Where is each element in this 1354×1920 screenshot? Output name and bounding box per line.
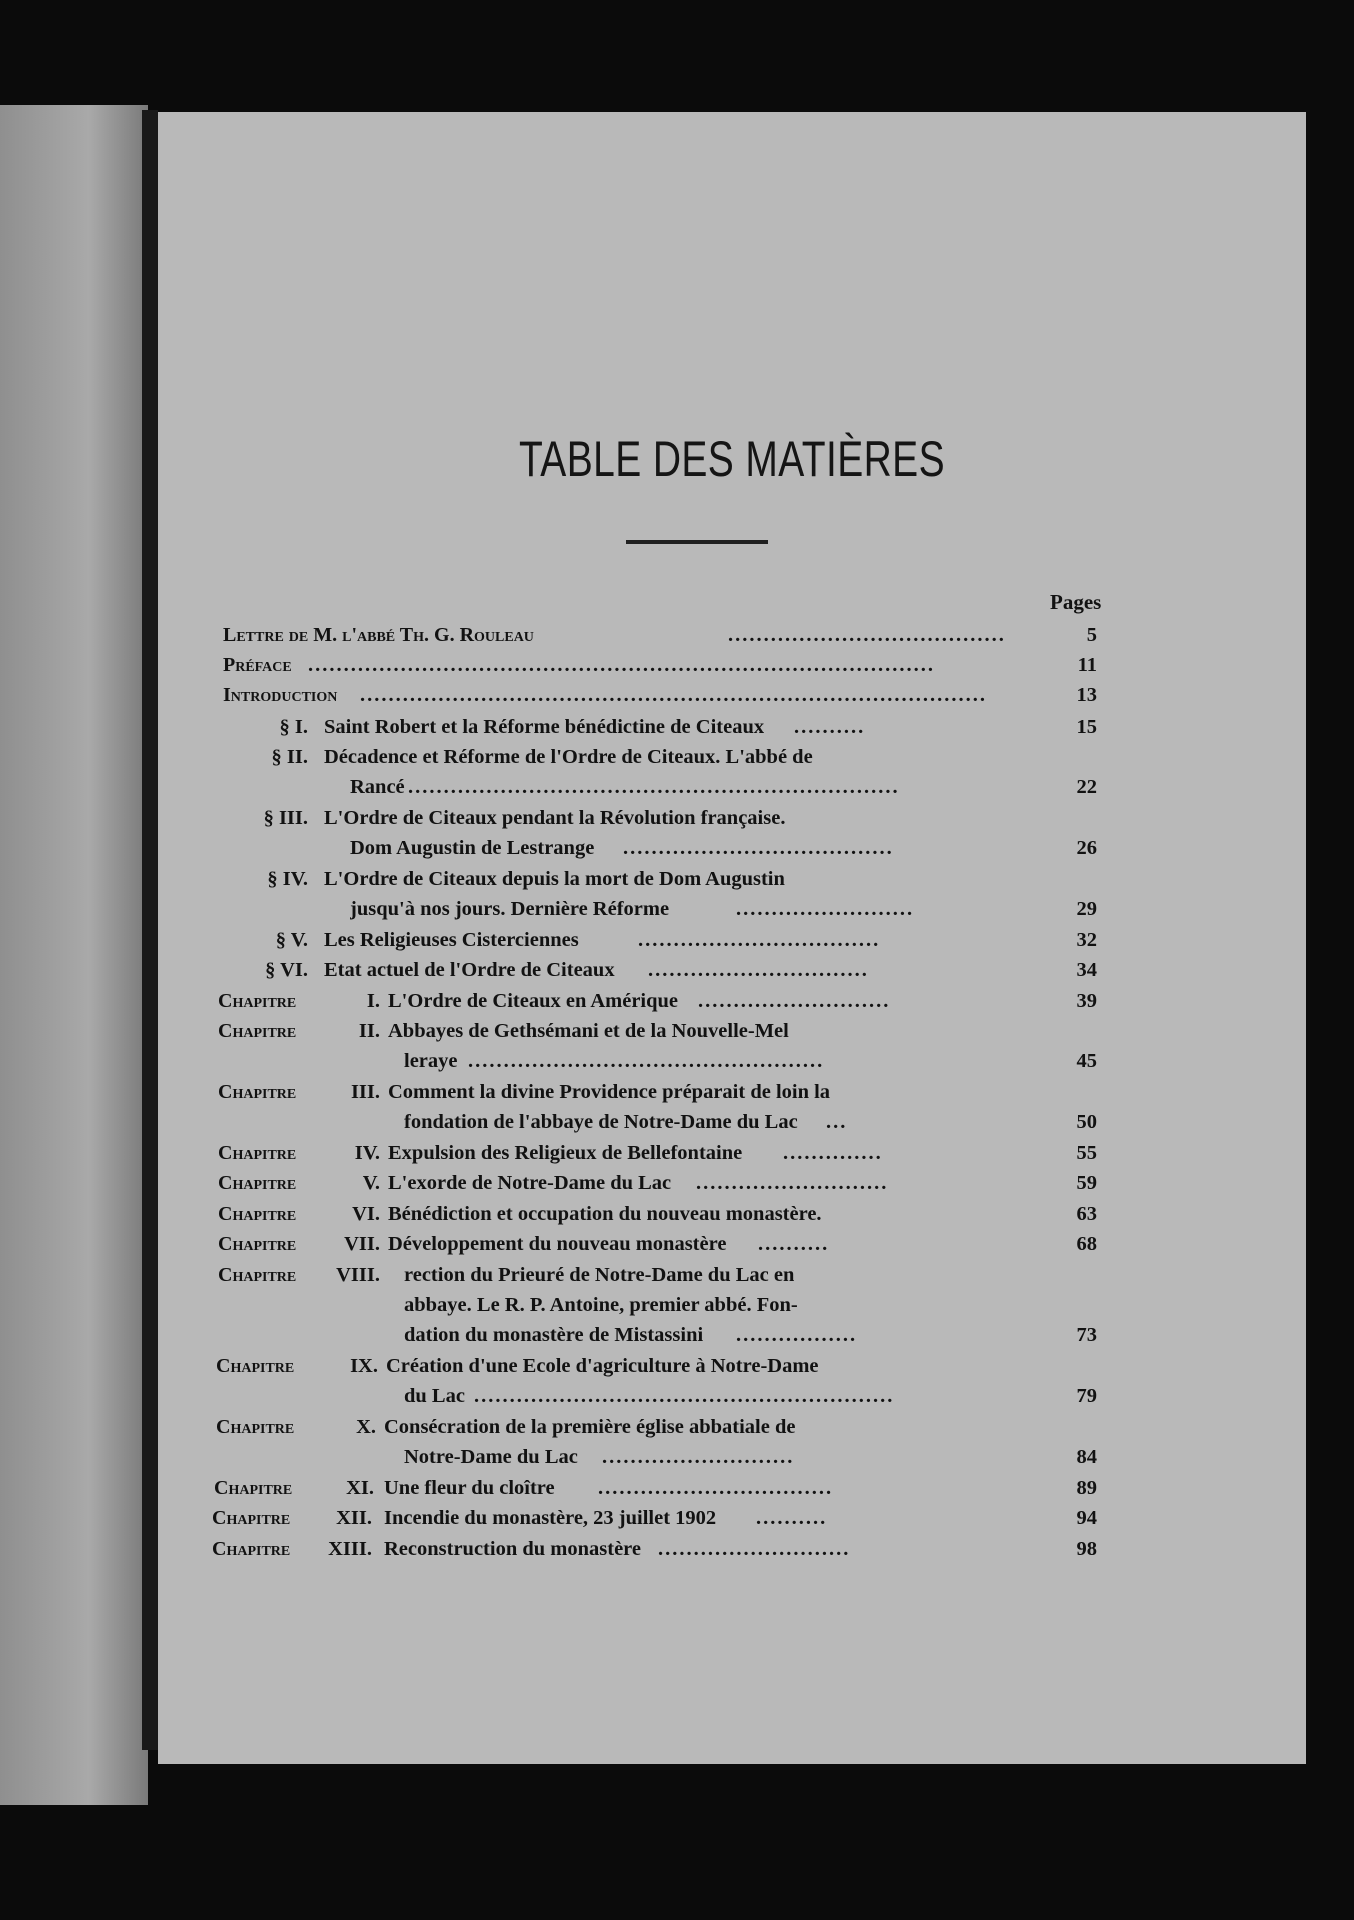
toc-page-number: 63 <box>1076 1203 1097 1225</box>
toc-entry-title: Une fleur du cloître <box>384 1477 555 1499</box>
toc-page-number: 13 <box>1076 684 1097 706</box>
toc-entry-title: Notre-Dame du Lac <box>404 1446 578 1468</box>
toc-chapter-label: Chapitre <box>218 1142 297 1164</box>
toc-chapter-number: XII. <box>336 1507 372 1529</box>
toc-entry-title: Saint Robert et la Réforme bénédictine de Citeaux <box>324 716 765 738</box>
toc-entry <box>158 864 1306 894</box>
toc-entry <box>158 742 1306 772</box>
toc-entry-label: Introduction <box>223 684 338 706</box>
toc-section-number: § IV. <box>267 868 308 890</box>
toc-page-number: 98 <box>1076 1538 1097 1560</box>
toc-entry-title: L'Ordre de Citeaux pendant la Révolution française. <box>324 807 786 829</box>
toc-page-number: 34 <box>1076 959 1097 981</box>
toc-chapter-label: Chapitre <box>216 1355 295 1377</box>
toc-page-number: 68 <box>1076 1233 1097 1255</box>
toc-entry-continuation: Notre-Dame du Lac ........................... 84 <box>158 1442 1306 1472</box>
toc-entry-continuation <box>158 1290 1306 1320</box>
toc-entry-continuation: Dom Augustin de Lestrange ...................................... 26 <box>158 833 1306 863</box>
toc-entry-title: dation du monastère de Mistassini <box>404 1324 704 1346</box>
toc-section-number: § III. <box>263 807 308 829</box>
toc-chapter-label: Chapitre <box>218 1264 297 1286</box>
toc-page-number: 22 <box>1076 776 1097 798</box>
toc-chapter-number: VII. <box>344 1233 380 1255</box>
toc-chapter-label: Chapitre <box>218 1081 297 1103</box>
toc-chapter-label: Chapitre <box>212 1507 291 1529</box>
toc-entry-continuation: Rancé ..................................................................... 22 <box>158 772 1306 802</box>
pages-column-header: Pages <box>1050 590 1102 614</box>
toc-section-number: § VI. <box>265 959 308 981</box>
toc-entry-title: Consécration de la première église abbatiale de <box>384 1416 796 1438</box>
toc-page-number: 11 <box>1077 654 1097 676</box>
toc-entry: Introduction ........................................................................................ 13 <box>158 680 1306 710</box>
toc-entry-continuation: fondation de l'abbaye de Notre-Dame du Lac ... 50 <box>158 1107 1306 1137</box>
toc-entry-title: Incendie du monastère, 23 juillet 1902 <box>384 1507 717 1529</box>
toc-page-number: 59 <box>1076 1172 1097 1194</box>
toc-entry-label: Lettre de M. l'abbé Th. G. Rouleau <box>223 624 534 646</box>
toc-entry-title: Etat actuel de l'Ordre de Citeaux <box>324 959 615 981</box>
toc-entry-title: abbaye. Le R. P. Antoine, premier abbé. Fon- <box>404 1294 798 1316</box>
toc-entry-title: leraye <box>404 1050 458 1072</box>
toc-entry: Chapitre I. L'Ordre de Citeaux en Amérique ........................... 39 <box>158 986 1306 1016</box>
toc-entry <box>158 1351 1306 1381</box>
toc-entry-title: Expulsion des Religieux de Bellefontaine <box>388 1142 743 1164</box>
toc-entry-title: Rancé <box>350 776 405 798</box>
toc-chapter-label: Chapitre <box>218 1172 297 1194</box>
toc-chapter-number: II. <box>358 1020 380 1042</box>
toc-entry: § I. Saint Robert et la Réforme bénédictine de Citeaux .......... 15 <box>158 712 1306 742</box>
toc-entry-continuation: jusqu'à nos jours. Dernière Réforme ......................... 29 <box>158 894 1306 924</box>
toc-chapter-label: Chapitre <box>216 1416 295 1438</box>
toc-page-number: 5 <box>1086 624 1097 646</box>
toc-chapter-label: Chapitre <box>218 1233 297 1255</box>
toc-page-number: 79 <box>1076 1385 1097 1407</box>
toc-chapter-number: VIII. <box>336 1264 380 1286</box>
toc-entry-title: Bénédiction et occupation du nouveau monastère. <box>388 1203 822 1225</box>
toc-entry-title: Abbayes de Gethsémani et de la Nouvelle-Mel <box>388 1020 789 1042</box>
page-title: TABLE DES MATIÈRES <box>518 431 946 487</box>
facing-page <box>0 105 148 1805</box>
toc-entry-title: du Lac <box>404 1385 465 1407</box>
toc-entry <box>158 1016 1306 1046</box>
toc-page-number: 45 <box>1076 1050 1097 1072</box>
toc-entry-title: L'Ordre de Citeaux en Amérique <box>388 990 679 1012</box>
toc-section-number: § II. <box>271 746 308 768</box>
toc-chapter-label: Chapitre <box>218 1020 297 1042</box>
toc-chapter-number: I. <box>366 990 380 1012</box>
toc-entry-continuation: du Lac ........................................................... 79 <box>158 1381 1306 1411</box>
toc-entry-title: Dom Augustin de Lestrange <box>350 837 595 859</box>
toc-entry-label: Préface <box>223 654 292 676</box>
toc-entry-title: Reconstruction du monastère <box>384 1538 641 1560</box>
toc-chapter-label: Chapitre <box>218 990 297 1012</box>
toc-entry-title: L'exorde de Notre-Dame du Lac <box>388 1172 672 1194</box>
toc-page-number: 73 <box>1076 1324 1097 1346</box>
toc-page-number: 32 <box>1076 929 1097 951</box>
toc-entry-continuation: dation du monastère de Mistassini ................. 73 <box>158 1320 1306 1350</box>
toc-entry <box>158 1412 1306 1442</box>
title-rule <box>626 540 768 544</box>
book-spine <box>142 110 158 1750</box>
toc-chapter-label: Chapitre <box>218 1203 297 1225</box>
toc-entry-title: L'Ordre de Citeaux depuis la mort de Dom Augustin <box>324 868 785 890</box>
toc-entry-title: Décadence et Réforme de l'Ordre de Citeaux. L'abbé de <box>324 746 813 768</box>
toc-page-number: 94 <box>1076 1507 1097 1529</box>
toc-entry: § VI. Etat actuel de l'Ordre de Citeaux ............................... 34 <box>158 955 1306 985</box>
toc-entry-title: fondation de l'abbaye de Notre-Dame du Lac <box>404 1111 798 1133</box>
toc-entry-title: rection du Prieuré de Notre-Dame du Lac en <box>404 1264 795 1286</box>
toc-page-number: 84 <box>1076 1446 1097 1468</box>
toc-chapter-number: III. <box>350 1081 380 1103</box>
toc-entry-title: Création d'une Ecole d'agriculture à Notre-Dame <box>386 1355 819 1377</box>
toc-chapter-number: VI. <box>352 1203 380 1225</box>
toc-entry: Chapitre XI. Une fleur du cloître ................................. 89 <box>158 1473 1306 1503</box>
toc-entry: Chapitre VII. Développement du nouveau monastère .......... 68 <box>158 1229 1306 1259</box>
toc-entry: Chapitre V. L'exorde de Notre-Dame du Lac ........................... 59 <box>158 1168 1306 1198</box>
toc-entry <box>158 1260 1306 1290</box>
toc-entry-title: Comment la divine Providence préparait de loin la <box>388 1081 831 1103</box>
toc-page-number: 89 <box>1076 1477 1097 1499</box>
toc-entry: Chapitre IV. Expulsion des Religieux de Bellefontaine .............. 55 <box>158 1138 1306 1168</box>
toc-entry <box>158 1077 1306 1107</box>
toc-entry: § V. Les Religieuses Cisterciennes .................................. 32 <box>158 925 1306 955</box>
toc-entry: Lettre de M. l'abbé Th. G. Rouleau ....................................... 5 <box>158 620 1306 650</box>
toc-section-number: § I. <box>279 716 308 738</box>
book-page <box>158 112 1306 1764</box>
toc-entry-title: Développement du nouveau monastère <box>388 1233 727 1255</box>
toc-page-number: 29 <box>1076 898 1097 920</box>
toc-chapter-number: X. <box>356 1416 376 1438</box>
toc-chapter-number: XI. <box>346 1477 374 1499</box>
toc-page-number: 50 <box>1076 1111 1097 1133</box>
toc-chapter-number: IX. <box>350 1355 378 1377</box>
toc-page-number: 15 <box>1076 716 1097 738</box>
toc-entry: Chapitre XII. Incendie du monastère, 23 juillet 1902 .......... 94 <box>158 1503 1306 1533</box>
table-of-contents <box>158 590 1306 1700</box>
toc-chapter-number: V. <box>362 1172 380 1194</box>
toc-chapter-number: IV. <box>354 1142 380 1164</box>
toc-entry: Chapitre XIII. Reconstruction du monastère ........................... 98 <box>158 1534 1306 1564</box>
toc-section-number: § V. <box>275 929 308 951</box>
toc-entry <box>158 803 1306 833</box>
toc-entry-title: Les Religieuses Cisterciennes <box>324 929 579 951</box>
toc-page-number: 55 <box>1076 1142 1097 1164</box>
toc-chapter-label: Chapitre <box>212 1538 291 1560</box>
toc-chapter-number: XIII. <box>328 1538 372 1560</box>
toc-page-number: 39 <box>1076 990 1097 1012</box>
toc-page-number: 26 <box>1076 837 1097 859</box>
toc-entry-continuation: leraye .................................................. 45 <box>158 1046 1306 1076</box>
toc-entry <box>158 1199 1306 1229</box>
toc-entry: Préface ........................................................................................ 11 <box>158 650 1306 680</box>
toc-entry-title: jusqu'à nos jours. Dernière Réforme <box>350 898 670 920</box>
toc-chapter-label: Chapitre <box>214 1477 293 1499</box>
